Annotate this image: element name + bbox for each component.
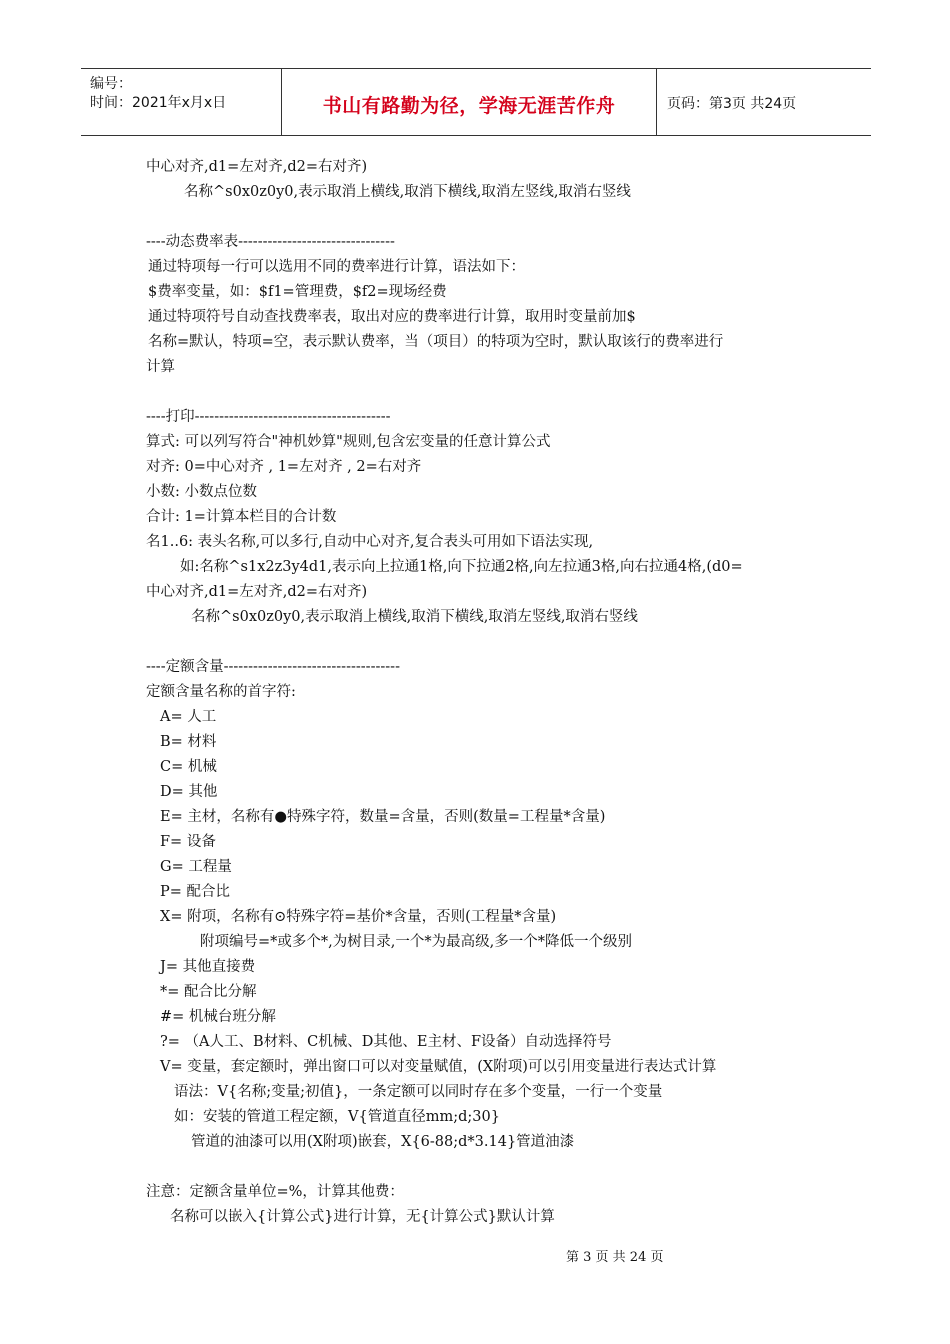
text-line: 定额含量名称的首字符:	[146, 684, 296, 700]
text-line: 名称^s0x0z0y0,表示取消上横线,取消下横线,取消左竖线,取消右竖线	[184, 184, 631, 200]
list-item: *= 配合比分解	[160, 984, 257, 1000]
list-item: ?= （A人工、B材料、C机械、D其他、E主材、F设备）自动选择符号	[160, 1034, 612, 1050]
section-heading-quota: ----定额含量------------------------------------	[146, 659, 400, 675]
section-heading-print: ----打印----------------------------------------	[146, 409, 391, 425]
header-motto-cell	[282, 69, 657, 135]
list-item: J= 其他直接费	[160, 959, 256, 975]
note-line: 注意：定额含量单位=%，计算其他费：	[146, 1184, 404, 1200]
text-line: 名称^s0x0z0y0,表示取消上横线,取消下横线,取消左竖线,取消右竖线	[191, 609, 638, 625]
motto: 书山有路勤为径，学海无涯苦作舟	[322, 95, 616, 117]
page-info: 页码：第3页 共24页	[667, 96, 797, 112]
text-line: 中心对齐,d1=左对齐,d2=右对齐)	[146, 159, 368, 175]
page-header	[81, 68, 871, 136]
list-item-note: 语法：V{名称;变量;初值}，一条定额可以同时存在多个变量，一行一个变量	[174, 1084, 663, 1100]
text-line: 计算	[146, 359, 175, 375]
note-line: 名称可以嵌入{计算公式}进行计算，无{计算公式}默认计算	[170, 1209, 555, 1225]
list-item: F= 设备	[160, 834, 216, 850]
list-item: A= 人工	[160, 709, 217, 725]
list-item: E= 主材，名称有●特殊字符，数量=含量，否则(数量=工程量*含量)	[160, 809, 606, 825]
list-item: P= 配合比	[160, 884, 231, 900]
text-line: 名称=默认，特项=空，表示默认费率，当（项目）的特项为空时，默认取该行的费率进行	[148, 334, 724, 350]
header-meta-cell	[81, 69, 282, 135]
list-item: X= 附项，名称有⊙特殊字符=基价*含量，否则(工程量*含量)	[160, 909, 557, 925]
number-label: 编号：	[90, 76, 132, 92]
list-item: B= 材料	[160, 734, 217, 750]
text-line: 通过特项符号自动查找费率表，取出对应的费率进行计算，取用时变量前加$	[148, 309, 636, 325]
text-line: 对齐: 0=中心对齐 , 1=左对齐 , 2=右对齐	[146, 459, 422, 475]
list-item: C= 机械	[160, 759, 217, 775]
section-heading-rate: ----动态费率表--------------------------------	[146, 234, 395, 250]
text-line: 名1..6: 表头名称,可以多行,自动中心对齐,复合表头可用如下语法实现,	[146, 534, 594, 550]
list-item: D= 其他	[160, 784, 218, 800]
list-item: #= 机械台班分解	[160, 1009, 276, 1025]
list-item-note: 如：安装的管道工程定额，V{管道直径mm;d;30}	[174, 1109, 500, 1125]
list-item: V= 变量，套定额时，弹出窗口可以对变量赋值，(X附项)可以引用变量进行表达式计算	[160, 1059, 717, 1075]
text-line: 通过特项每一行可以选用不同的费率进行计算，语法如下：	[148, 259, 525, 275]
list-item-note: 管道的油漆可以用(X附项)嵌套，X{6-88;d*3.14}管道油漆	[191, 1134, 575, 1150]
date-line: 时间：2021年x月x日	[90, 95, 227, 111]
text-line: 小数: 小数点位数	[146, 484, 257, 500]
page-footer: 第 3 页 共 24 页	[566, 1250, 664, 1265]
text-line: $费率变量，如：$f1=管理费，$f2=现场经费	[148, 284, 447, 300]
header-page-cell	[657, 69, 871, 135]
list-item-note: 附项编号=*或多个*,为树目录,一个*为最高级,多一个*降低一个级别	[200, 934, 632, 950]
text-line: 合计: 1=计算本栏目的合计数	[146, 509, 337, 525]
text-line: 算式: 可以列写符合"神机妙算"规则,包含宏变量的任意计算公式	[146, 434, 551, 450]
list-item: G= 工程量	[160, 859, 232, 875]
text-line: 如:名称^s1x2z3y4d1,表示向上拉通1格,向下拉通2格,向左拉通3格,向右拉通4格,(d0=	[180, 559, 743, 575]
text-line: 中心对齐,d1=左对齐,d2=右对齐)	[146, 584, 368, 600]
